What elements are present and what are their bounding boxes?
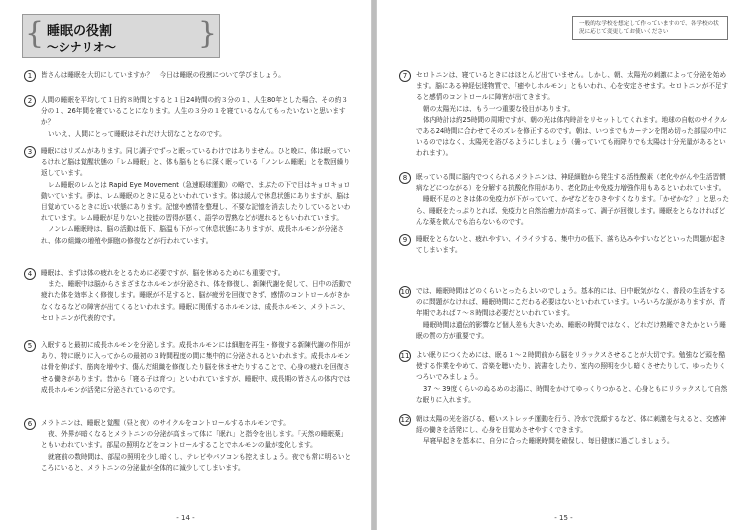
item-number: 8 [399, 172, 411, 184]
right-page [376, 0, 750, 530]
item-text [416, 350, 729, 406]
page-number-left: - 14 - [176, 514, 195, 522]
item-text [41, 418, 352, 474]
item-paragraph: また、睡眠中は脳からさまざまなホルモンが分泌され、体を修復し、新陳代謝を促して、日中の活動で疲れた体を効率よく修復します。睡眠が不足すると、脳が疲労を回復できず、感情のコントロールがきかなくなるなどの障害が出てくるといわれます。睡眠に関係するホルモンは、成長ホルモン、メラトニン、セロトニンが代表的です。 [41, 280, 352, 322]
item-paragraph: セロトニンは、寝ているときにはほとんど出ていません。しかし、朝、太陽光の刺激によって分泌を始めます。脳にある神経伝達物質で、「癒やしホルモン」ともいわれ、心を安定させます。セロトニンが不足すると感情のコントロールに障害が出てきます。 [416, 71, 729, 102]
item-paragraph: 夜、外界が暗くなるとメラトニンの分泌が高まって体に「眠れ」と指令を出します。「天然の睡眠薬」ともいわれています。部屋の照明などをコントロールすることでホルモンの量が変化します。 [41, 430, 348, 450]
item-paragraph: 睡眠は、まずは体の疲れをとるために必要ですが、脳を休めるためにも重要です。 [41, 269, 285, 277]
item-text [416, 70, 729, 160]
item-paragraph: 睡眠をとらないと、疲れやすい、イライラする、集中力の低下、落ち込みやすいなどといった問題が起きてしまいます。 [416, 235, 726, 255]
page-number-right: - 15 - [554, 514, 573, 522]
item-paragraph: 眠っている間に脳内でつくられるメラトニンは、神経細胞から発生する活性酸素（老化やがんや生活習慣病などにつながる）を分解する抗酸化作用があり、老化防止や免疫力増強作用もあるといわれています。 [416, 173, 726, 193]
item-text [41, 95, 352, 140]
title-box [22, 14, 220, 58]
item-number: 1 [24, 70, 36, 82]
page-title: 睡眠の役割 [47, 24, 113, 39]
item-paragraph: では、睡眠時間はどのくらいとったらよいのでしょう。基本的には、日中眠気がなく、普段の生活をするのに問題がなければ、睡眠時間にこだわる必要はないといわれています。いろいろな説がありますが、青年期であれば７〜８時間は必要だといわれています。 [416, 287, 726, 318]
item-paragraph: レム睡眠のレムとは Rapid Eye Movement（急速眼球運動）の略で、まぶたの下で目はキョロキョロ動いています。夢は、レム睡眠のときに見るといわれています。体は緩んで休息状態にありますが、脳は目覚めているときに近い状態にあります。記憶や感情を整理し、不要な記憶を消去したりしているといわれています。レム睡眠が足りないと技能の習得が悪く、語学の習熟などが遅れるともいわれています。 [41, 180, 351, 223]
item-number: 3 [24, 146, 36, 158]
item-paragraph: 人間の睡眠を平均して１日約８時間とすると１日24時間の約３分の１、人生80年とした場合、その約３分の１、26年間を寝ていることになります。人生の３分の１を寝ているなんてもったいないと思いますか？ [41, 96, 348, 127]
item-text [416, 414, 729, 448]
item-number: 5 [24, 340, 36, 352]
item-paragraph: 早寝早起きを基本に、自分に合った睡眠時間を確保し、毎日健康に過ごしましょう。 [423, 437, 674, 446]
item-paragraph: 睡眠不足のときは体の免疫力が下がっていて、かぜなどをひきやすくなります。「かぜかな？」と思ったら、睡眠をたっぷりとれば、免疫力と自然治癒力が高まって、調子が回復します。睡眠をとらなければどんな薬を飲んでも治らないものです。 [416, 195, 729, 226]
item-paragraph: 就寝前の数時間は、部屋の照明を少し暗くし、テレビやパソコンも控えましょう。夜でも常に明るいところにいると、メラトニンの分泌量が全体的に減少してしまいます。 [41, 452, 352, 472]
item-paragraph: 睡眠にはリズムがあります。同じ調子でずっと眠っているわけではありません。ひと晩に、体は眠っているけれど脳は覚醒状態の「レム睡眠」と、体も脳もともに深く眠っている「ノンレム睡眠」とを数回繰り返しています。 [41, 147, 351, 178]
item-number: 12 [400, 416, 410, 424]
item-text [41, 70, 352, 81]
item-text [416, 286, 729, 342]
item-text [41, 146, 352, 247]
item-text [41, 268, 352, 324]
item-paragraph: メラトニンは、睡眠と覚醒（昼と夜）のサイクルをコントロールするホルモンです。 [41, 419, 290, 427]
item-text [416, 172, 729, 228]
item-paragraph: ノンレム睡眠時は、脳の活動は低下、脳温も下がって休息状態にありますが、成長ホルモンが分泌され、体の組織の増殖や細胞の修復などが行われています。 [41, 225, 345, 245]
item-paragraph: よい眠りにつくためには、眠る１〜２時間前から脳をリラックスさせることが大切です。勉強など頭を酷使する作業をやめて、音楽を聴いたり、読書をしたり、室内の照明を少し暗くさせたりして、ゆったりくつろいでみましょう。 [416, 351, 726, 382]
item-paragraph: 入眠すると最初に成長ホルモンを分泌します。成長ホルモンには細胞を再生・修復する新陳代謝の作用があり、特に眠りに入ってからの最初の３時間程度の間に集中的に分泌されるといわれます。成長ホルモンは骨を伸ばす、筋肉を増やす、傷んだ組織を修復したり脳を休ませたりすることで、心身の疲れを回復させる働きがあります。昔から「寝る子は育つ」といわれていますが、睡眠中、成長期の皆さんの体内では成長ホルモンが活発に分泌されているのです。 [41, 341, 351, 394]
item-paragraph: 体内時計は約25時間の周期ですが、朝の光は体内時計をリセットしてくれます。地球の自転のサイクルである24時間に合わせてそのズレを修正するのです。朝は、いつまでもカーテンを閉め切った部屋の中にいるのではなく、太陽光を浴びるようにしましょう（曇っていても雨降りでも太陽は十分光量があるといわれます）。 [416, 115, 727, 158]
right-brace-decoration: } [197, 16, 217, 51]
item-number: 7 [399, 70, 411, 82]
left-brace-decoration: { [25, 16, 45, 51]
item-number: 2 [24, 95, 36, 107]
item-number: 6 [24, 418, 36, 430]
item-number: 4 [24, 268, 36, 280]
left-page [0, 0, 372, 530]
item-paragraph: 睡眠時間は遺伝的影響など個人差も大きいため、睡眠の時間ではなく、どれだけ熟睡できたかという睡眠の質の方が重要です。 [416, 320, 726, 340]
item-number: 9 [399, 234, 411, 246]
item-paragraph: 朝の太陽光には、もう一つ重要な役目があります。 [423, 104, 575, 113]
item-paragraph: 37 〜 39度くらいのぬるめのお湯に、時間をかけてゆっくりつかると、心身ともにリラックスして自然な眠りに入れます。 [416, 384, 728, 404]
item-paragraph: いいえ、人間にとって睡眠はそれだけ大切なことなのです。 [48, 129, 226, 138]
usage-notice: 一般的な学校を想定して作っていますので、各学校の状況に応じて変更してお使いください [572, 16, 728, 40]
item-text [41, 340, 352, 396]
item-number: 11 [400, 352, 410, 360]
item-text [416, 234, 729, 256]
item-paragraph: 朝は太陽の光を浴びる、軽いストレッチ運動を行う、冷水で洗顔するなど、体に刺激を与えると、交感神経の働きを活発にし、心身を目覚めさせやすくできます。 [416, 415, 726, 435]
page-subtitle: 〜シナリオ〜 [47, 40, 116, 54]
item-number: 10 [400, 288, 410, 296]
item-paragraph: 皆さんは睡眠を大切にしていますか？ 今日は睡眠の役割について学びましょう。 [41, 71, 285, 79]
